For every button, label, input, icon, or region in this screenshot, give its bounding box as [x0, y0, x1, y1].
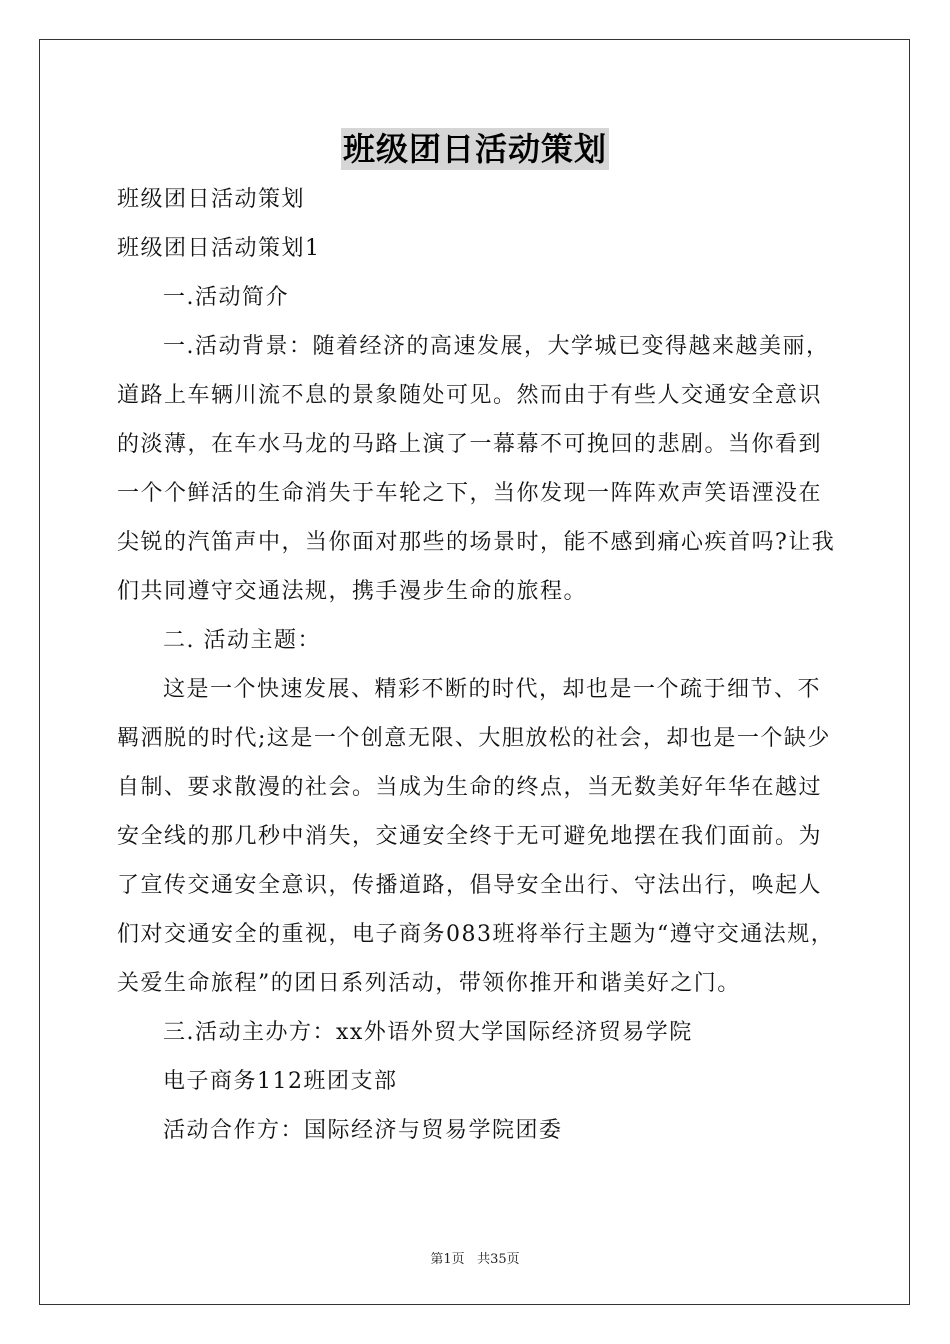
document-title: 班级团日活动策划 [342, 130, 607, 168]
paragraph: 一.活动背景：随着经济的高速发展，大学城已变得越来越美丽，道路上车辆川流不息的景象随处可见。然而由于有些人交通安全意识的淡薄，在车水马龙的马路上演了一幕幕不可挽回的悲剧。当你看到一个个鲜活的生命消失于车轮之下，当你发现一阵阵欢声笑语湮没在尖锐的汽笛声中，当你面对那些的场景时，能不感到痛心疾首吗?让我们共同遵守交通法规，携手漫步生命的旅程。 [117, 334, 836, 604]
section-heading: 二. 活动主题： [163, 628, 321, 653]
paragraph: 电子商务112班团支部 [163, 1069, 398, 1094]
page-total: 共35页 [477, 1252, 520, 1267]
document-body [117, 175, 837, 1155]
title-container [0, 128, 950, 170]
section-heading: 一.活动简介 [163, 285, 289, 310]
paragraph: 这是一个快速发展、精彩不断的时代，却也是一个疏于细节、不羁洒脱的时代;这是一个创意无限、大胆放松的社会，却也是一个缺少自制、要求散漫的社会。当成为生命的终点，当无数美好年华在越过安全线的那几秒中消失，交通安全终于无可避免地摆在我们面前。为了宣传交通安全意识，传播道路，倡导安全出行、守法出行，唤起人们对交通安全的重视，电子商务083班将举行主题为“遵守交通法规，关爱生命旅程”的团日系列活动，带领你推开和谐美好之门。 [117, 677, 835, 996]
page-footer [0, 1248, 950, 1267]
paragraph: 班级团日活动策划 [117, 187, 306, 212]
paragraph: 三.活动主办方：xx外语外贸大学国际经济贸易学院 [163, 1020, 693, 1045]
page-number: 第1页 [430, 1252, 465, 1267]
paragraph: 班级团日活动策划1 [117, 236, 321, 261]
paragraph: 活动合作方：国际经济与贸易学院团委 [163, 1118, 563, 1143]
